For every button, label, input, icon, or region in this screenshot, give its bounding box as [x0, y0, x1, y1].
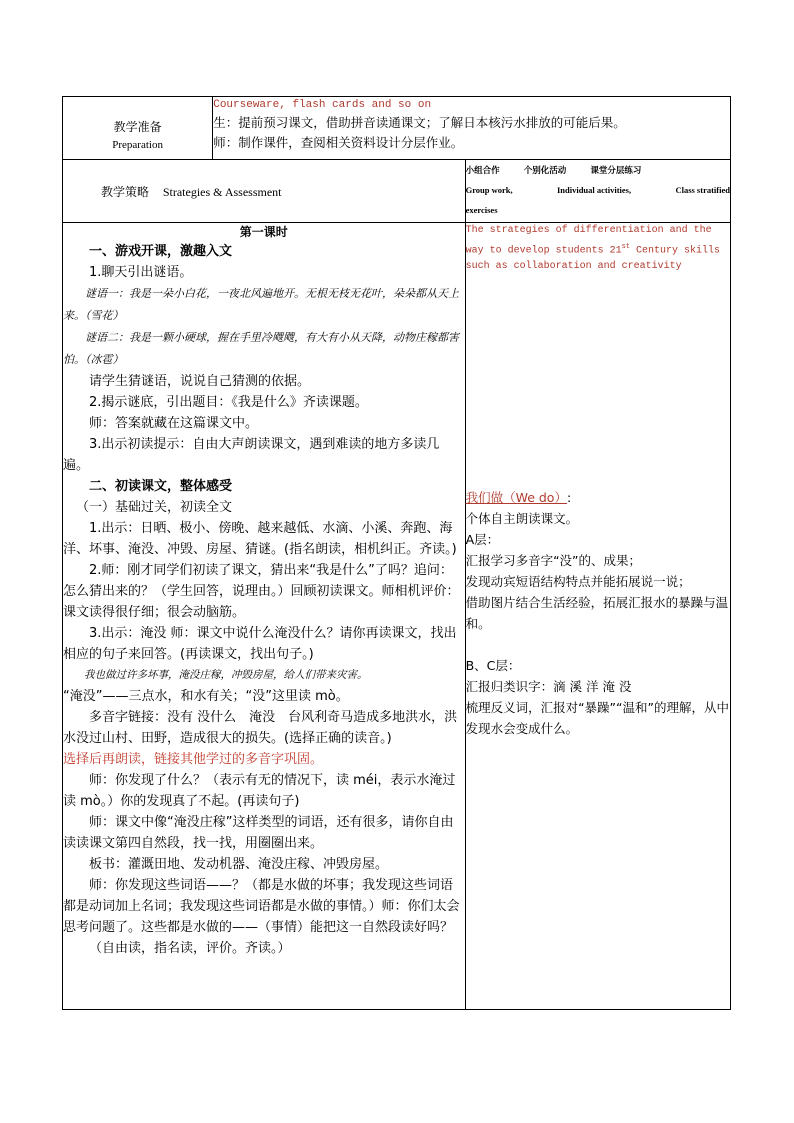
- strategies-row: [63, 160, 731, 223]
- preparation-teacher: 师：制作课件，查阅相关资料设计分层作业。: [213, 135, 464, 150]
- s2-red-note: 选择后再朗读，链接其他学过的多音字巩固。: [63, 752, 324, 767]
- s1-line-3: 2.揭示谜底，引出题目：《我是什么》齐读课题。: [89, 395, 368, 410]
- level-a-heading: A层：: [465, 532, 500, 548]
- level-a-2: 发现动宾短语结构特点并能拓展说一说；: [465, 574, 691, 590]
- method-en-2: Individual activities,: [556, 185, 632, 195]
- method-cn-1: 小组合作: [465, 165, 500, 175]
- preparation-row: [63, 97, 731, 160]
- s2-subheading: （一）基础过关，初读全文: [76, 500, 233, 515]
- strategies-label-cn: 教学策略: [101, 184, 150, 199]
- strategies-label-en: Strategies & Assessment: [162, 184, 282, 199]
- preparation-student: 生：提前预习课文，借助拼音读通课文；了解日本核污水排放的可能后果。: [213, 115, 626, 130]
- s2-line-9: 师：你发现这些词语——？（都是水做的坏事；我发现这些词语都是动词加上名词；我发现这些词语都是水做的事情。）师：你们太会思考问题了。这些都是水做的——（事情）能把这一自然段读好吗？: [63, 878, 460, 935]
- method-en-1: Group work,: [465, 185, 513, 195]
- diff-intro-a: The strategies of differentiation and the way to develop students 21: [465, 225, 712, 257]
- lesson-plan-table: [62, 96, 731, 1010]
- wedo-colon: :: [566, 490, 572, 506]
- method-cn-2: 个别化活动: [523, 165, 567, 175]
- section-1-heading: 一、游戏开课，激趣入文: [89, 244, 233, 259]
- level-bc-heading: B、C层：: [465, 658, 521, 674]
- s2-line-5: 多音字链接：没有 没什么 淹没 台风利奇马造成多地洪水，洪水没过山村、田野，造成很大的损失。(选择正确的读音。): [63, 710, 458, 746]
- s2-line-6: 师：你发现了什么？（表示有无的情况下，读 méi，表示水淹过读 mò。）你的发现真了不起。(再读句子): [63, 773, 456, 809]
- lesson-title: 第一课时: [239, 225, 288, 239]
- preparation-label-en: Preparation: [112, 138, 163, 151]
- method-en-3: Class stratified: [675, 185, 730, 195]
- preparation-label-cn: 教学准备: [113, 119, 162, 134]
- methods-cn-row: [466, 160, 730, 180]
- s2-quote: 我也做过许多坏事，淹没庄稼，冲毁房屋，给人们带来灾害。: [84, 669, 368, 681]
- s2-line-1: 1.出示：日晒、极小、傍晚、越来越低、水滴、小溪、奔跑、海洋、坏事、淹没、冲毁、房屋、猜谜。(指名朗读，相机纠正。齐读。): [63, 521, 457, 557]
- lesson-procedure-cell: [63, 223, 466, 1010]
- s2-line-3: 3.出示：淹没 师：课文中说什么淹没什么？请你再读课文，找出相应的句子来回答。(再读课文，找出句子。): [63, 626, 457, 662]
- methods-en-row2: exercises: [465, 205, 498, 215]
- diff-r1: 个体自主朗读课文。: [465, 511, 579, 527]
- s1-line-4: 师：答案就藏在这篇课文中。: [89, 416, 259, 431]
- s1-line-2: 请学生猜谜语，说说自己猜测的依据。: [89, 374, 311, 389]
- s1-line-5: 3.出示初读提示：自由大声朗读课文，遇到难读的地方多读几遍。: [63, 437, 440, 473]
- spacer: [466, 634, 730, 655]
- s2-line-7: 师：课文中像“淹没庄稼”这样类型的词语，还有很多，请你自由读读课文第四自然段，找一找，用圈圈出来。: [63, 815, 454, 851]
- level-a-3: 借助图片结合生活经验，拓展汇报水的暴躁与温和。: [465, 595, 729, 632]
- riddle-1: 谜语一：我是一朵小白花，一夜北风遍地开。无根无枝无花叶，朵朵都从天上来。（雪花）: [63, 287, 459, 322]
- s2-line-8: 板书：灌溉田地、发动机器、淹没庄稼、冲毁房屋。: [89, 857, 389, 872]
- wedo-line: [466, 487, 730, 508]
- preparation-resources: Courseware, flash cards and so on: [213, 99, 432, 111]
- main-row: [63, 223, 731, 1010]
- s1-line-1: 1.聊天引出谜语。: [89, 265, 193, 280]
- s2-line-4: “淹没”——三点水，和水有关；“没”这里读 mò。: [63, 689, 349, 704]
- methods-en-row: [466, 180, 730, 200]
- wedo-heading: 我们做（We do）: [465, 490, 567, 506]
- level-bc-1: 汇报归类识字：滴 溪 洋 淹 没: [465, 679, 632, 695]
- s2-line-2: 2.师：刚才同学们初读了课文，猜出来“我是什么”了吗？追问：怎么猜出来的？（学生回答，说理由。）回顾初读课文。师相机评价：课文读得很仔细；很会动脑筋。: [63, 563, 460, 620]
- level-bc-2: 梳理反义词，汇报对“暴躁”“温和”的理解，从中发现水会变成什么。: [465, 700, 729, 737]
- diff-intro-b: Century skills such as collaboration and creativity: [465, 245, 721, 273]
- riddle-2: 谜语二：我是一颗小硬球，握在手里冷飕飕，有大有小从天降，动物庄稼都害怕。（冰雹）: [63, 331, 459, 366]
- preparation-label-cell: [63, 97, 213, 160]
- differentiation-cell: [465, 223, 730, 1010]
- diff-intro-sup: st: [621, 243, 631, 251]
- level-a-1: 汇报学习多音字“没”的、成果；: [465, 553, 642, 569]
- section-2-heading: 二、初读课文，整体感受: [89, 479, 233, 494]
- strategies-methods-cell: [465, 160, 730, 223]
- strategies-label-cell: [63, 160, 466, 223]
- s2-line-10: （自由读，指名读，评价。齐读。）: [89, 941, 291, 956]
- method-cn-3: 课堂分层练习: [590, 165, 642, 175]
- preparation-content-cell: [213, 97, 731, 160]
- differentiation-intro: [466, 223, 730, 275]
